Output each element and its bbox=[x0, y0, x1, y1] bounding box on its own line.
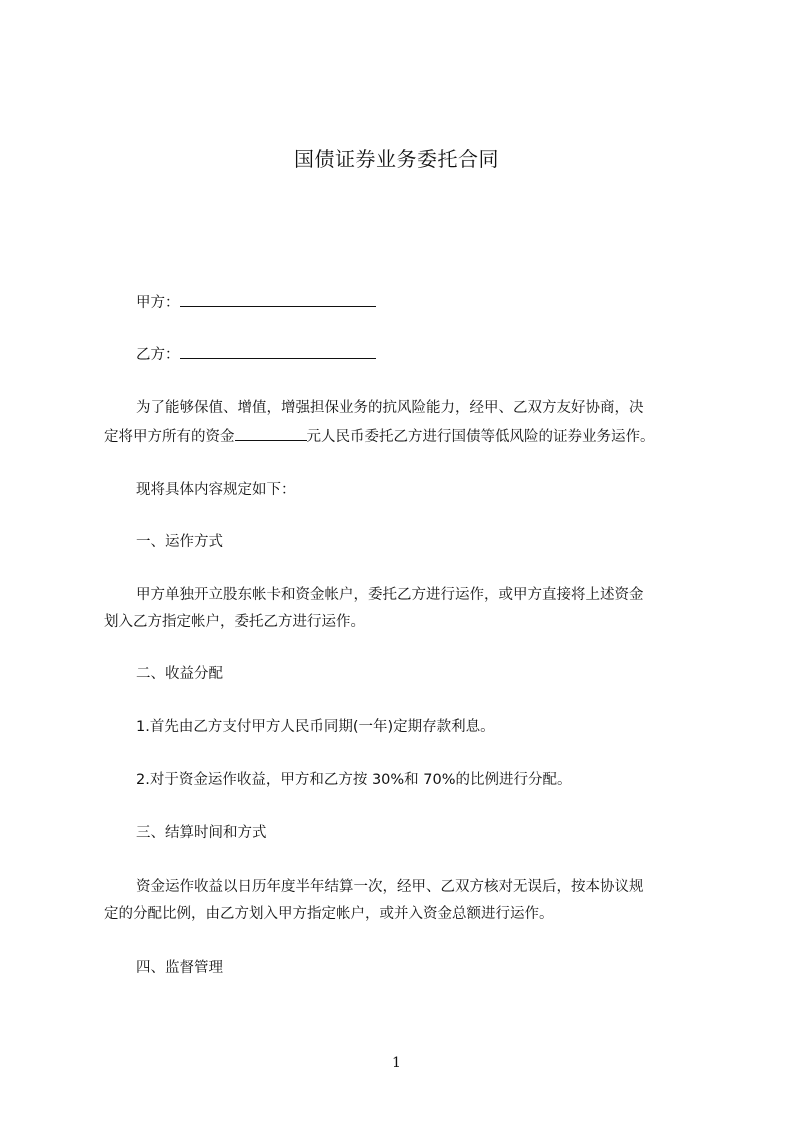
section-1-line-2: 划入乙方指定帐户，委托乙方进行运作。 bbox=[104, 614, 365, 630]
party-a-blank bbox=[180, 292, 376, 307]
document-title: 国债证券业务委托合同 bbox=[294, 147, 499, 171]
section-3-heading: 三、结算时间和方式 bbox=[136, 825, 267, 841]
intro-line-1: 为了能够保值、增值，增强担保业务的抗风险能力，经甲、乙双方友好协商，决 bbox=[136, 400, 644, 416]
section-1-line-1: 甲方单独开立股东帐卡和资金帐户，委托乙方进行运作，或甲方直接将上述资金 bbox=[136, 587, 644, 603]
section-2-item-1: 1.首先由乙方支付甲方人民币同期(一年)定期存款利息。 bbox=[136, 719, 495, 735]
party-a-line bbox=[136, 292, 736, 313]
section-2-item-2: 2.对于资金运作收益，甲方和乙方按 30%和 70%的比例进行分配。 bbox=[136, 772, 572, 788]
section-4-heading: 四、监督管理 bbox=[136, 960, 223, 976]
intro-line-2-suffix: 元人民币委托乙方进行国债等低风险的证券业务运作。 bbox=[306, 429, 655, 445]
intro-line-2 bbox=[104, 426, 704, 447]
party-b-blank bbox=[180, 344, 376, 359]
party-b-line bbox=[136, 344, 736, 365]
section-2-heading: 二、收益分配 bbox=[136, 666, 223, 682]
intro-line-2-prefix: 定将甲方所有的资金 bbox=[104, 429, 235, 445]
section-1-heading: 一、运作方式 bbox=[136, 534, 223, 550]
provisions-intro: 现将具体内容规定如下： bbox=[136, 482, 296, 498]
party-a-label: 甲方： bbox=[136, 295, 180, 311]
section-3-line-2: 定的分配比例，由乙方划入甲方指定帐户，或并入资金总额进行运作。 bbox=[104, 906, 554, 922]
section-3-line-1: 资金运作收益以日历年度半年结算一次，经甲、乙双方核对无误后，按本协议规 bbox=[136, 879, 644, 895]
page-number: 1 bbox=[392, 1055, 401, 1071]
amount-blank bbox=[235, 426, 307, 441]
party-b-label: 乙方： bbox=[136, 347, 180, 363]
